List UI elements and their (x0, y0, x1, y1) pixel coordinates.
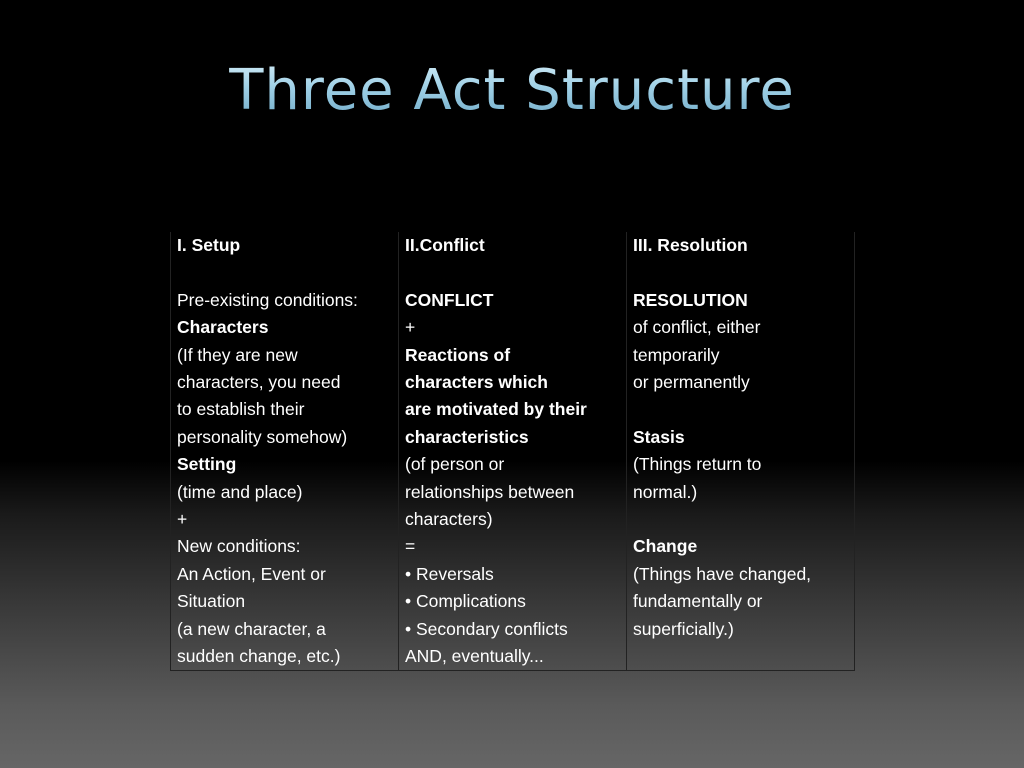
three-act-table (170, 232, 855, 671)
cell-line: New conditions: (177, 536, 301, 557)
cell-line: + (405, 317, 416, 338)
cell-line: relationships between (405, 481, 575, 502)
cell-line: AND, eventually... (405, 646, 544, 667)
cell-line: (Things have changed, (633, 563, 812, 584)
blank-line (633, 396, 849, 423)
cell-line: (time and place) (177, 481, 303, 502)
blank-line (633, 259, 849, 286)
cell-line: superficially.) (633, 618, 734, 639)
slide-title: Three Act Structure (0, 58, 1024, 123)
blank-line (405, 259, 621, 286)
cell-line: = (405, 536, 416, 557)
column-setup (171, 232, 399, 671)
blank-line (633, 506, 849, 533)
column-heading: III. Resolution (633, 235, 748, 255)
cell-line: fundamentally or (633, 591, 763, 612)
cell-line: sudden change, etc.) (177, 646, 341, 667)
cell-line: characters, you need (177, 372, 341, 393)
cell-line: characters) (405, 509, 493, 530)
cell-line: (Things return to (633, 454, 762, 475)
cell-line: or permanently (633, 372, 750, 393)
cell-line: personality somehow) (177, 426, 348, 447)
cell-line: • Reversals (405, 563, 494, 584)
cell-line: • Complications (405, 591, 526, 612)
cell-line: Characters (177, 317, 269, 338)
blank-line (177, 259, 393, 286)
cell-line: An Action, Event or (177, 563, 326, 584)
cell-line: of conflict, either (633, 317, 761, 338)
cell-line: • Secondary conflicts (405, 618, 568, 639)
cell-line: + (177, 509, 188, 530)
cell-line: (of person or (405, 454, 505, 475)
cell-line: RESOLUTION (633, 289, 748, 310)
table-row (171, 232, 855, 671)
cell-line: temporarily (633, 344, 720, 365)
cell-line: Stasis (633, 426, 685, 447)
column-heading: I. Setup (177, 235, 241, 255)
cell-line: Reactions of (405, 344, 511, 365)
cell-line: normal.) (633, 481, 698, 502)
column-conflict (399, 232, 627, 671)
cell-line: Setting (177, 454, 237, 475)
column-heading: II.Conflict (405, 235, 485, 255)
cell-line: (a new character, a (177, 618, 326, 639)
column-resolution (627, 232, 855, 671)
cell-line: Situation (177, 591, 246, 612)
cell-line: CONFLICT (405, 289, 494, 310)
cell-line: Pre-existing conditions: (177, 289, 358, 310)
cell-line: characters which (405, 372, 548, 393)
cell-line: characteristics (405, 426, 529, 447)
cell-line: Change (633, 536, 698, 557)
cell-line: are motivated by their (405, 399, 587, 420)
cell-line: (If they are new (177, 344, 298, 365)
cell-line: to establish their (177, 399, 305, 420)
